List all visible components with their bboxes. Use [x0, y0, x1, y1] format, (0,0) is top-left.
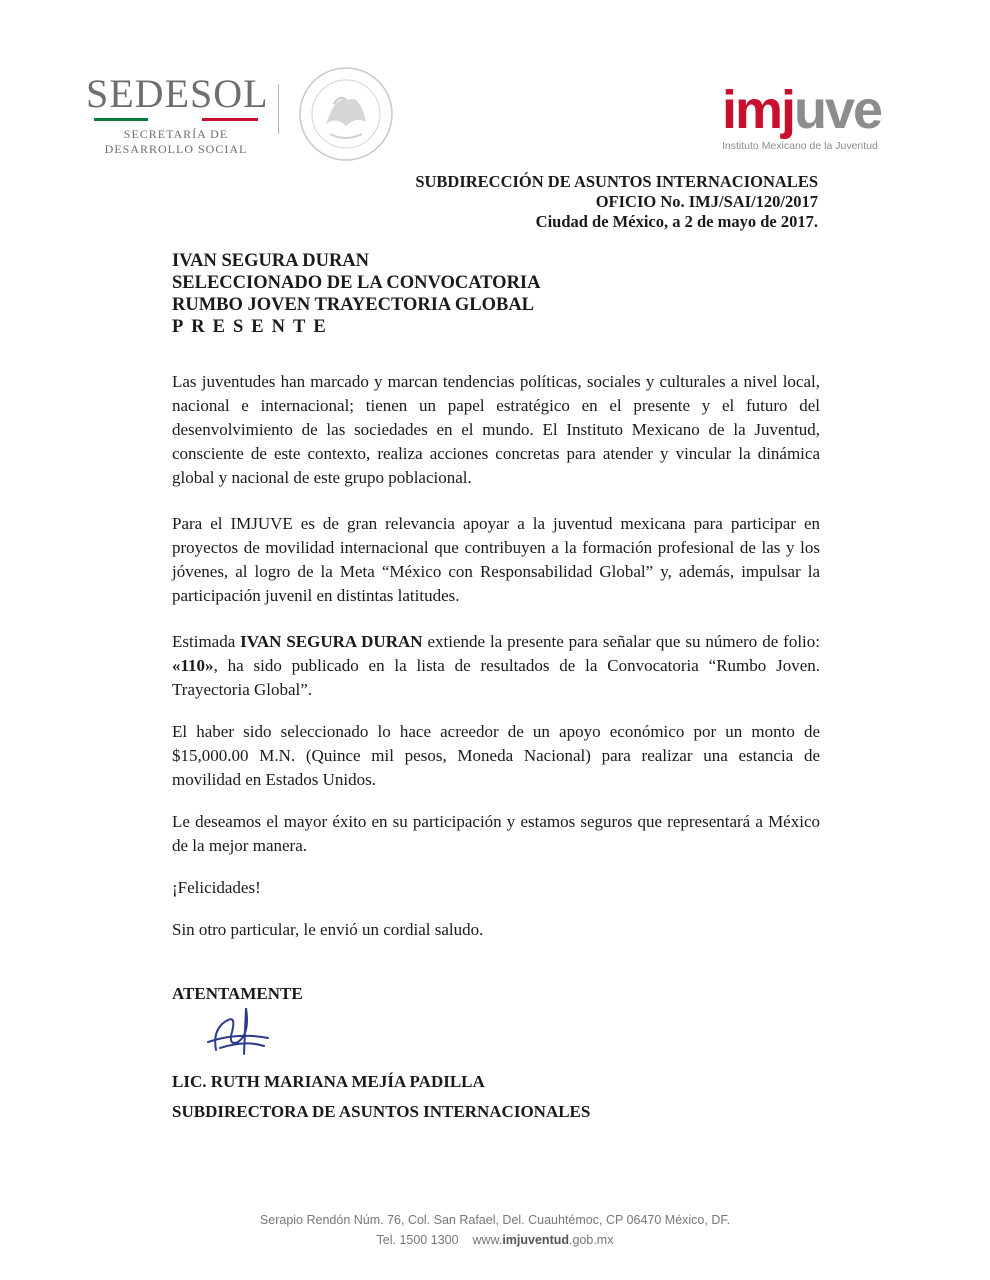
sedesol-logo [86, 71, 269, 157]
signer-title: SUBDIRECTORA DE ASUNTOS INTERNACIONALES [172, 1102, 591, 1121]
imjuve-tagline: Instituto Mexicano de la Juventud [722, 140, 878, 152]
imjuve-logo [722, 82, 902, 152]
flag-rule [94, 118, 258, 121]
imjuve-wordmark: imjuve [722, 80, 882, 140]
paragraph-6: ¡Felicidades! [172, 878, 261, 897]
letter-body [172, 370, 820, 960]
paragraph-7: Sin otro particular, le envió un cordial saludo. [172, 920, 484, 939]
sedesol-subtitle-1: SECRETARÍA DE [123, 127, 229, 141]
logo-divider [278, 84, 279, 134]
national-seal-icon [296, 64, 396, 164]
footer-address: Serapio Rendón Núm. 76, Col. San Rafael, Del. Cuauhtémoc, CP 06470 México, DF. [259, 1213, 731, 1227]
handwritten-signature [198, 998, 298, 1058]
presente-label: PRESENTE [172, 317, 334, 337]
folio-number: «110» [172, 656, 214, 675]
signer-name: LIC. RUTH MARIANA MEJÍA PADILLA [172, 1072, 485, 1091]
paragraph-4: El haber sido seleccionado lo hace acreedor de un apoyo económico por un monto de $15,000.00 M.N. (Quince mil pesos, Moneda Nacional) para realizar una estancia de movilidad en Estados Unidos. [172, 722, 820, 789]
office-name: SUBDIRECCIÓN DE ASUNTOS INTERNACIONALES [415, 172, 818, 191]
paragraph-3: Estimada IVAN SEGURA DURAN extiende la presente para señalar que su número de folio: «110», ha sido publicado en la lista de resultados de la Convocatoria “Rumbo Joven. Trayectoria Global”. [172, 632, 820, 699]
footer-phone: Tel. 1500 1300 [376, 1233, 459, 1247]
recipient-name-inline: IVAN SEGURA DURAN [240, 632, 423, 651]
paragraph-5: Le deseamos el mayor éxito en su participación y estamos seguros que representará a México de la mejor manera. [172, 812, 820, 855]
closing-label: ATENTAMENTE [172, 984, 303, 1003]
sedesol-name: SEDESOL [86, 71, 269, 116]
footer-contact [0, 1230, 990, 1250]
addressee-name: IVAN SEGURA DURAN [172, 251, 370, 271]
addressee-line-2: SELECCIONADO DE LA CONVOCATORIA [172, 273, 541, 293]
sedesol-subtitle-2: DESARROLLO SOCIAL [104, 142, 248, 156]
office-number: OFICIO No. IMJ/SAI/120/2017 [595, 192, 818, 211]
footer-website: www.imjuventud.gob.mx [472, 1233, 614, 1247]
letter-date: Ciudad de México, a 2 de mayo de 2017. [535, 212, 818, 231]
addressee-block [172, 250, 541, 338]
paragraph-1: Las juventudes han marcado y marcan tendencias políticas, sociales y culturales a nivel local, nacional e internacional; tienen un papel estratégico en el presente y el futuro del desenvolvimiento de las sociedades en el mundo. El Instituto Mexicano de la Juventud, consciente de este contexto, realiza acciones concretas para atender y vincular la dinámica global y nacional de este grupo poblacional. [172, 372, 820, 487]
addressee-line-3: RUMBO JOVEN TRAYECTORIA GLOBAL [172, 295, 535, 315]
reference-block [415, 172, 818, 232]
footer [0, 1210, 990, 1250]
paragraph-2: Para el IMJUVE es de gran relevancia apoyar a la juventud mexicana para participar en proyectos de movilidad internacional que contribuyen a la formación profesional de las y los jóvenes, al logro de la Meta “México con Responsabilidad Global” y, además, impulsar la participación juvenil en distintas latitudes. [172, 514, 820, 605]
